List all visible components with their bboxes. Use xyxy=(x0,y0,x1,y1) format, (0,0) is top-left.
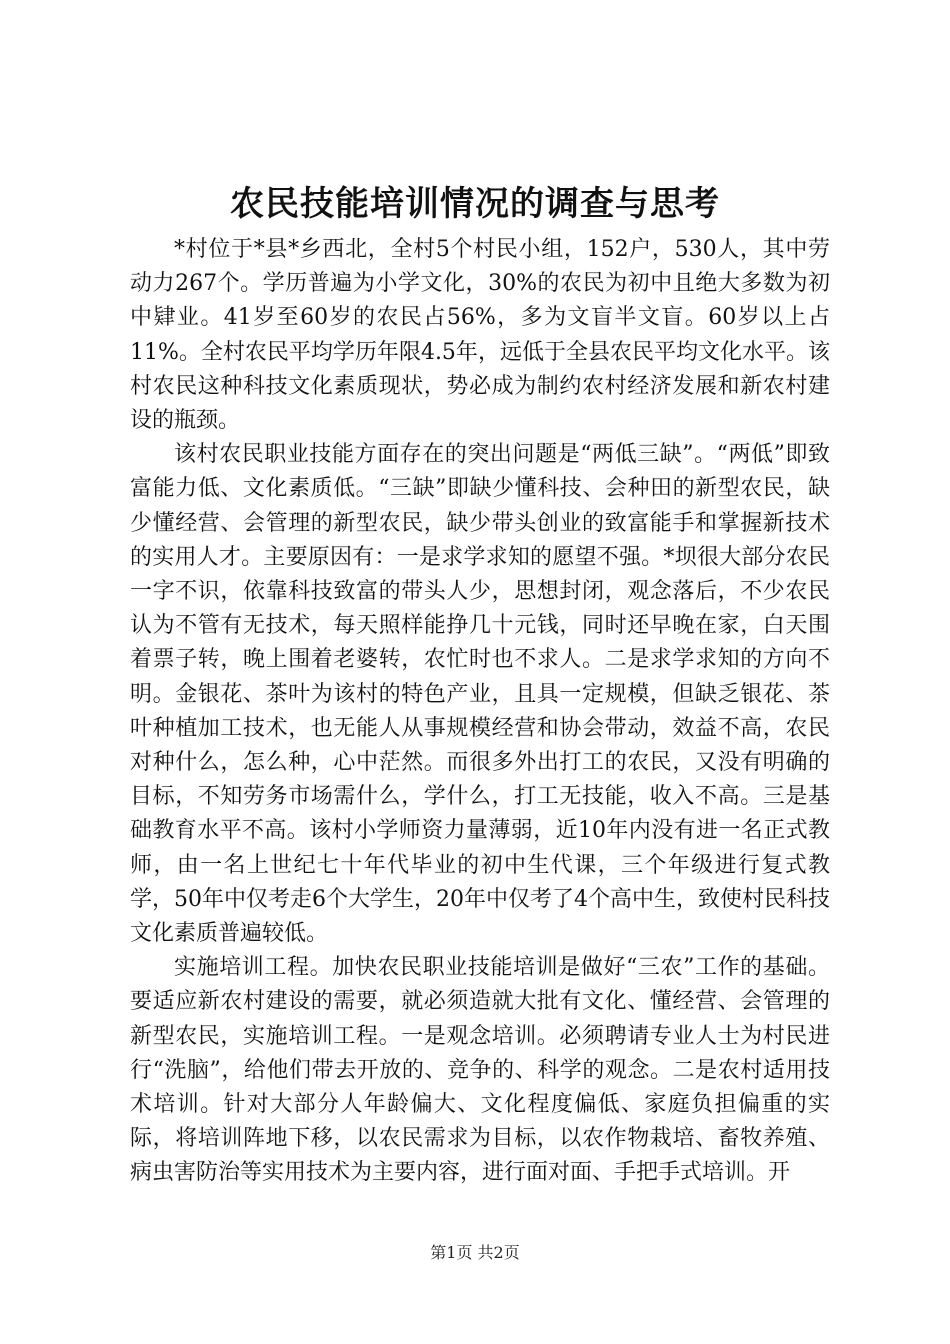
document-body xyxy=(130,233,830,1191)
document-title: 农民技能培训情况的调查与思考 xyxy=(230,184,720,224)
paragraph-problems: 该村农民职业技能方面存在的突出问题是“两低三缺”。“两低”即致富能力低、文化素质低。“三缺”即缺少懂科技、会种田的新型农民，缺少懂经营、会管理的新型农民，缺少带头创业的致富能手和掌握新技术的实用人才。主要原因有：一是求学求知的愿望不强。*坝很大部分农民一字不识，依靠科技致富的带头人少，思想封闭，观念落后，不少农民认为不管有无技术，每天照样能挣几十元钱，同时还早晚在家，白天围着票子转，晚上围着老婆转，农忙时也不求人。二是求学求知的方向不明。金银花、茶叶为该村的特色产业，且具一定规模，但缺乏银花、茶叶种植加工技术，也无能人从事规模经营和协会带动，效益不高，农民对种什么，怎么种，心中茫然。而很多外出打工的农民，又没有明确的目标，不知劳务市场需什么，学什么，打工无技能，收入不高。三是基础教育水平不高。该村小学师资力量薄弱，近10年内没有进一名正式教师，由一名上世纪七十年代毕业的初中生代课，三个年级进行复式教学，50年中仅考走6个大学生，20年中仅考了4个高中生，致使村民科技文化素质普遍较低。 xyxy=(130,442,830,947)
paragraph-training-project: 实施培训工程。加快农民职业技能培训是做好“三农”工作的基础。要适应新农村建设的需要，就必须造就大批有文化、懂经营、会管理的新型农民，实施培训工程。一是观念培训。必须聘请专业人士为村民进行“洗脑”，给他们带去开放的、竞争的、科学的观念。二是农村适用技术培训。针对大部分人年龄偏大、文化程度偏低、家庭负担偏重的实际，将培训阵地下移，以农民需求为目标，以农作物栽培、畜牧养殖、病虫害防治等实用技术为主要内容，进行面对面、手把手式培训。开 xyxy=(130,955,830,1186)
page-number-footer: 第1页 共2页 xyxy=(430,1243,520,1262)
paragraph-village-overview: *村位于*县*乡西北，全村5个村民小组，152户，530人，其中劳动力267个。学历普遍为小学文化，30%的农民为初中且绝大多数为初中肄业。41岁至60岁的农民占56%，多为文盲半文盲。60岁以上占11%。全村农民平均学历年限4.5年，远低于全县农民平均文化水平。该村农民这种科技文化素质现状，势必成为制约农村经济发展和新农村建设的瓶颈。 xyxy=(130,237,830,434)
